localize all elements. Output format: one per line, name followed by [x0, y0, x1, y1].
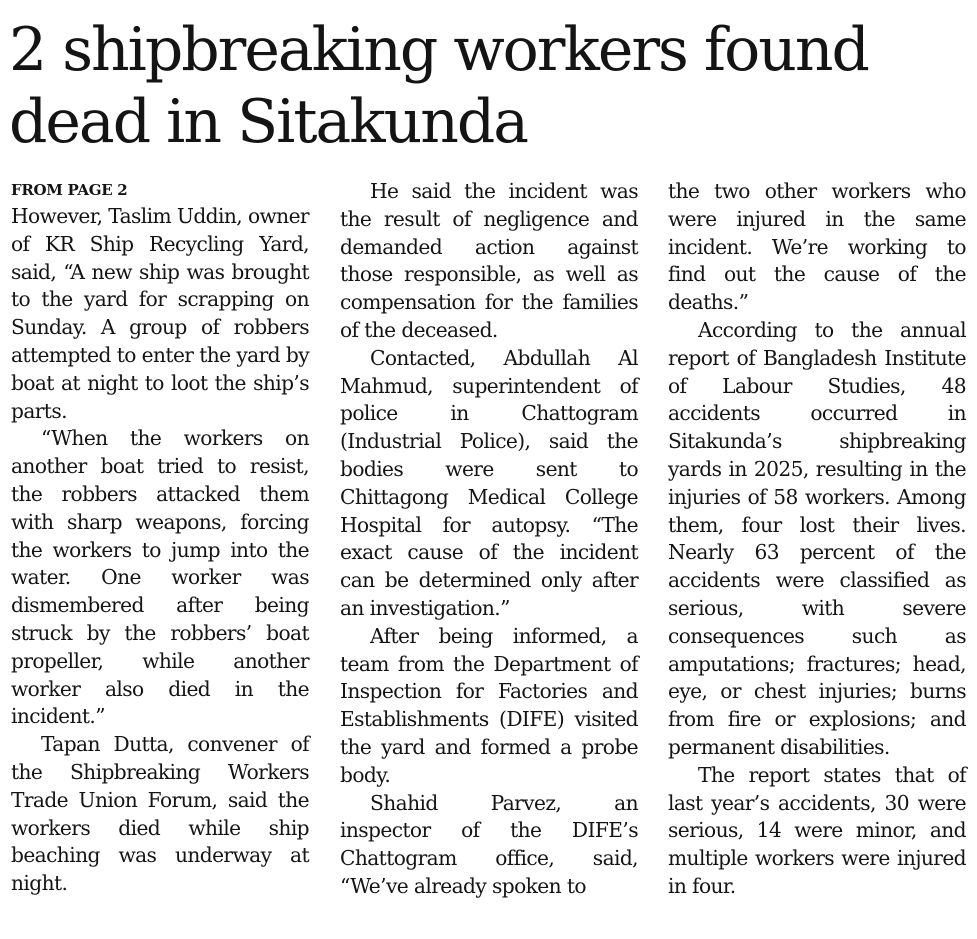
article-column-3	[668, 178, 966, 901]
body-paragraph: “When the workers on another boat tried to resist, the robbers attacked them with sharp weapons, forcing the workers to jump into the water. One worker was dismembered after being struck by the robbers’ boat propeller, while another worker also died in the incident.”	[11, 426, 309, 729]
body-paragraph: After being informed, a team from the Department of Inspection for Factories and Establishments (DIFE) visited the yard and formed a probe body.	[340, 623, 638, 787]
body-paragraph: Tapan Dutta, convener of the Shipbreaking Workers Trade Union Forum, said the workers died while ship beaching was underway at night.	[11, 732, 309, 896]
body-paragraph: Shahid Parvez, an inspector of the DIFE’s Chattogram office, said, “We’ve already spoken to	[340, 790, 638, 898]
body-paragraph: The report states that of last year’s accidents, 30 were serious, 14 were minor, and multiple workers were injured in four.	[668, 762, 966, 898]
body-paragraph: the two other workers who were injured in the same incident. We’re working to find out the cause of the deaths.”	[668, 179, 966, 315]
article-headline: 2 shipbreaking workers found dead in Sitakunda	[9, 15, 868, 157]
body-paragraph: However, Taslim Uddin, owner of KR Ship Recycling Yard, said, “A new ship was brought to the yard for scrapping on Sunday. A group of robbers attempted to enter the yard by boat at night to loot the ship’s parts.	[11, 204, 309, 423]
article-column-2	[340, 178, 638, 901]
body-paragraph: He said the incident was the result of negligence and demanded action against those responsible, as well as compensation for the families of the deceased.	[340, 179, 638, 342]
continuation-kicker: FROM PAGE 2	[11, 181, 128, 199]
body-paragraph: Contacted, Abdullah Al Mahmud, superintendent of police in Chattogram (Industrial Police), said the bodies were sent to Chittagong Medical College Hospital for autopsy. “The exact cause of the incident can be determined only after an investigation.”	[340, 345, 638, 620]
body-paragraph: According to the annual report of Bangladesh Institute of Labour Studies, 48 accidents occurred in Sitakunda’s shipbreaking yards in 2025, resulting in the injuries of 58 workers. Among them, four lost their lives. Nearly 63 percent of the accidents were classified as serious, with severe consequences such as amputations; fractures; head, eye, or chest injuries; burns from fire or explosions; and permanent disabilities.	[668, 317, 966, 759]
article-column-1	[11, 178, 309, 898]
